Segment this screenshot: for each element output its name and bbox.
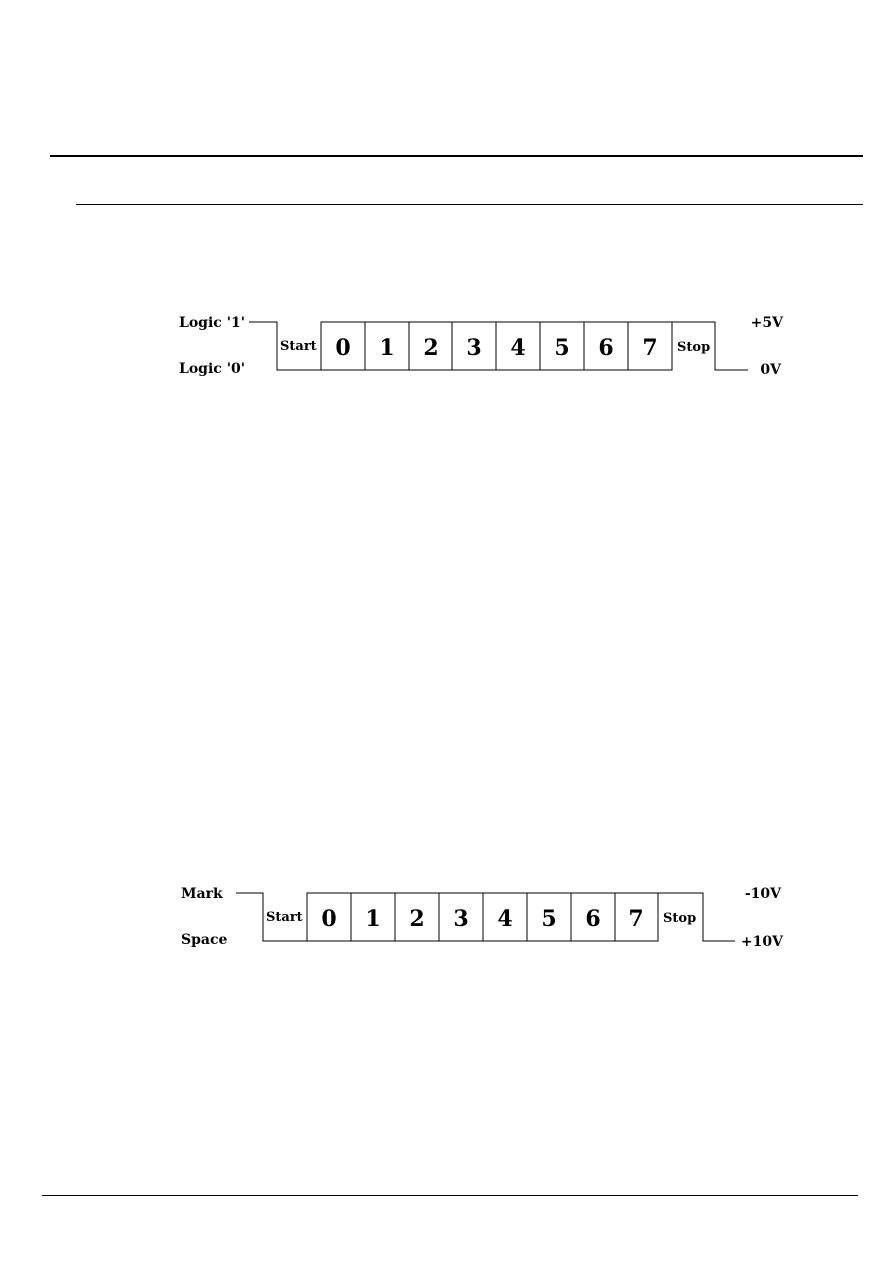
ttl-frame-diagram — [0, 300, 893, 390]
rs232-space-label: Space — [181, 932, 228, 948]
rs232-minus10v-label: -10V — [744, 886, 781, 902]
ttl-stop-label: Stop — [677, 340, 711, 355]
rs232-bit-6: 6 — [585, 906, 601, 932]
rs232-bit-5: 5 — [541, 906, 557, 932]
rs232-bit-7: 7 — [628, 906, 644, 932]
rs232-stop-label: Stop — [663, 911, 697, 926]
ttl-bit-2: 2 — [423, 335, 439, 361]
ttl-bit-4: 4 — [510, 335, 526, 361]
rs232-frame-diagram — [0, 870, 893, 960]
footer-rule — [42, 1195, 858, 1196]
rs232-bit-2: 2 — [409, 906, 425, 932]
ttl-bit-3: 3 — [466, 335, 482, 361]
ttl-bit-7: 7 — [642, 335, 658, 361]
ttl-bit-6: 6 — [598, 335, 614, 361]
subheader-rule — [76, 204, 863, 205]
ttl-bit-5: 5 — [554, 335, 570, 361]
ttl-0v-label: 0V — [760, 362, 781, 378]
ttl-bit-0: 0 — [335, 335, 351, 361]
rs232-plus10v-label: +10V — [740, 934, 783, 950]
rs232-bit-4: 4 — [497, 906, 513, 932]
rs232-bit-1: 1 — [365, 906, 381, 932]
ttl-start-label: Start — [280, 339, 317, 354]
rs232-start-label: Start — [266, 910, 303, 925]
ttl-logic0-label: Logic '0' — [179, 361, 246, 377]
ttl-logic1-label: Logic '1' — [179, 315, 246, 331]
rs232-bit-3: 3 — [453, 906, 469, 932]
ttl-bit-1: 1 — [379, 335, 395, 361]
rs232-mark-label: Mark — [181, 886, 223, 902]
ttl-plus5v-label: +5V — [750, 315, 783, 331]
header-rule — [50, 155, 863, 157]
rs232-bit-0: 0 — [321, 906, 337, 932]
